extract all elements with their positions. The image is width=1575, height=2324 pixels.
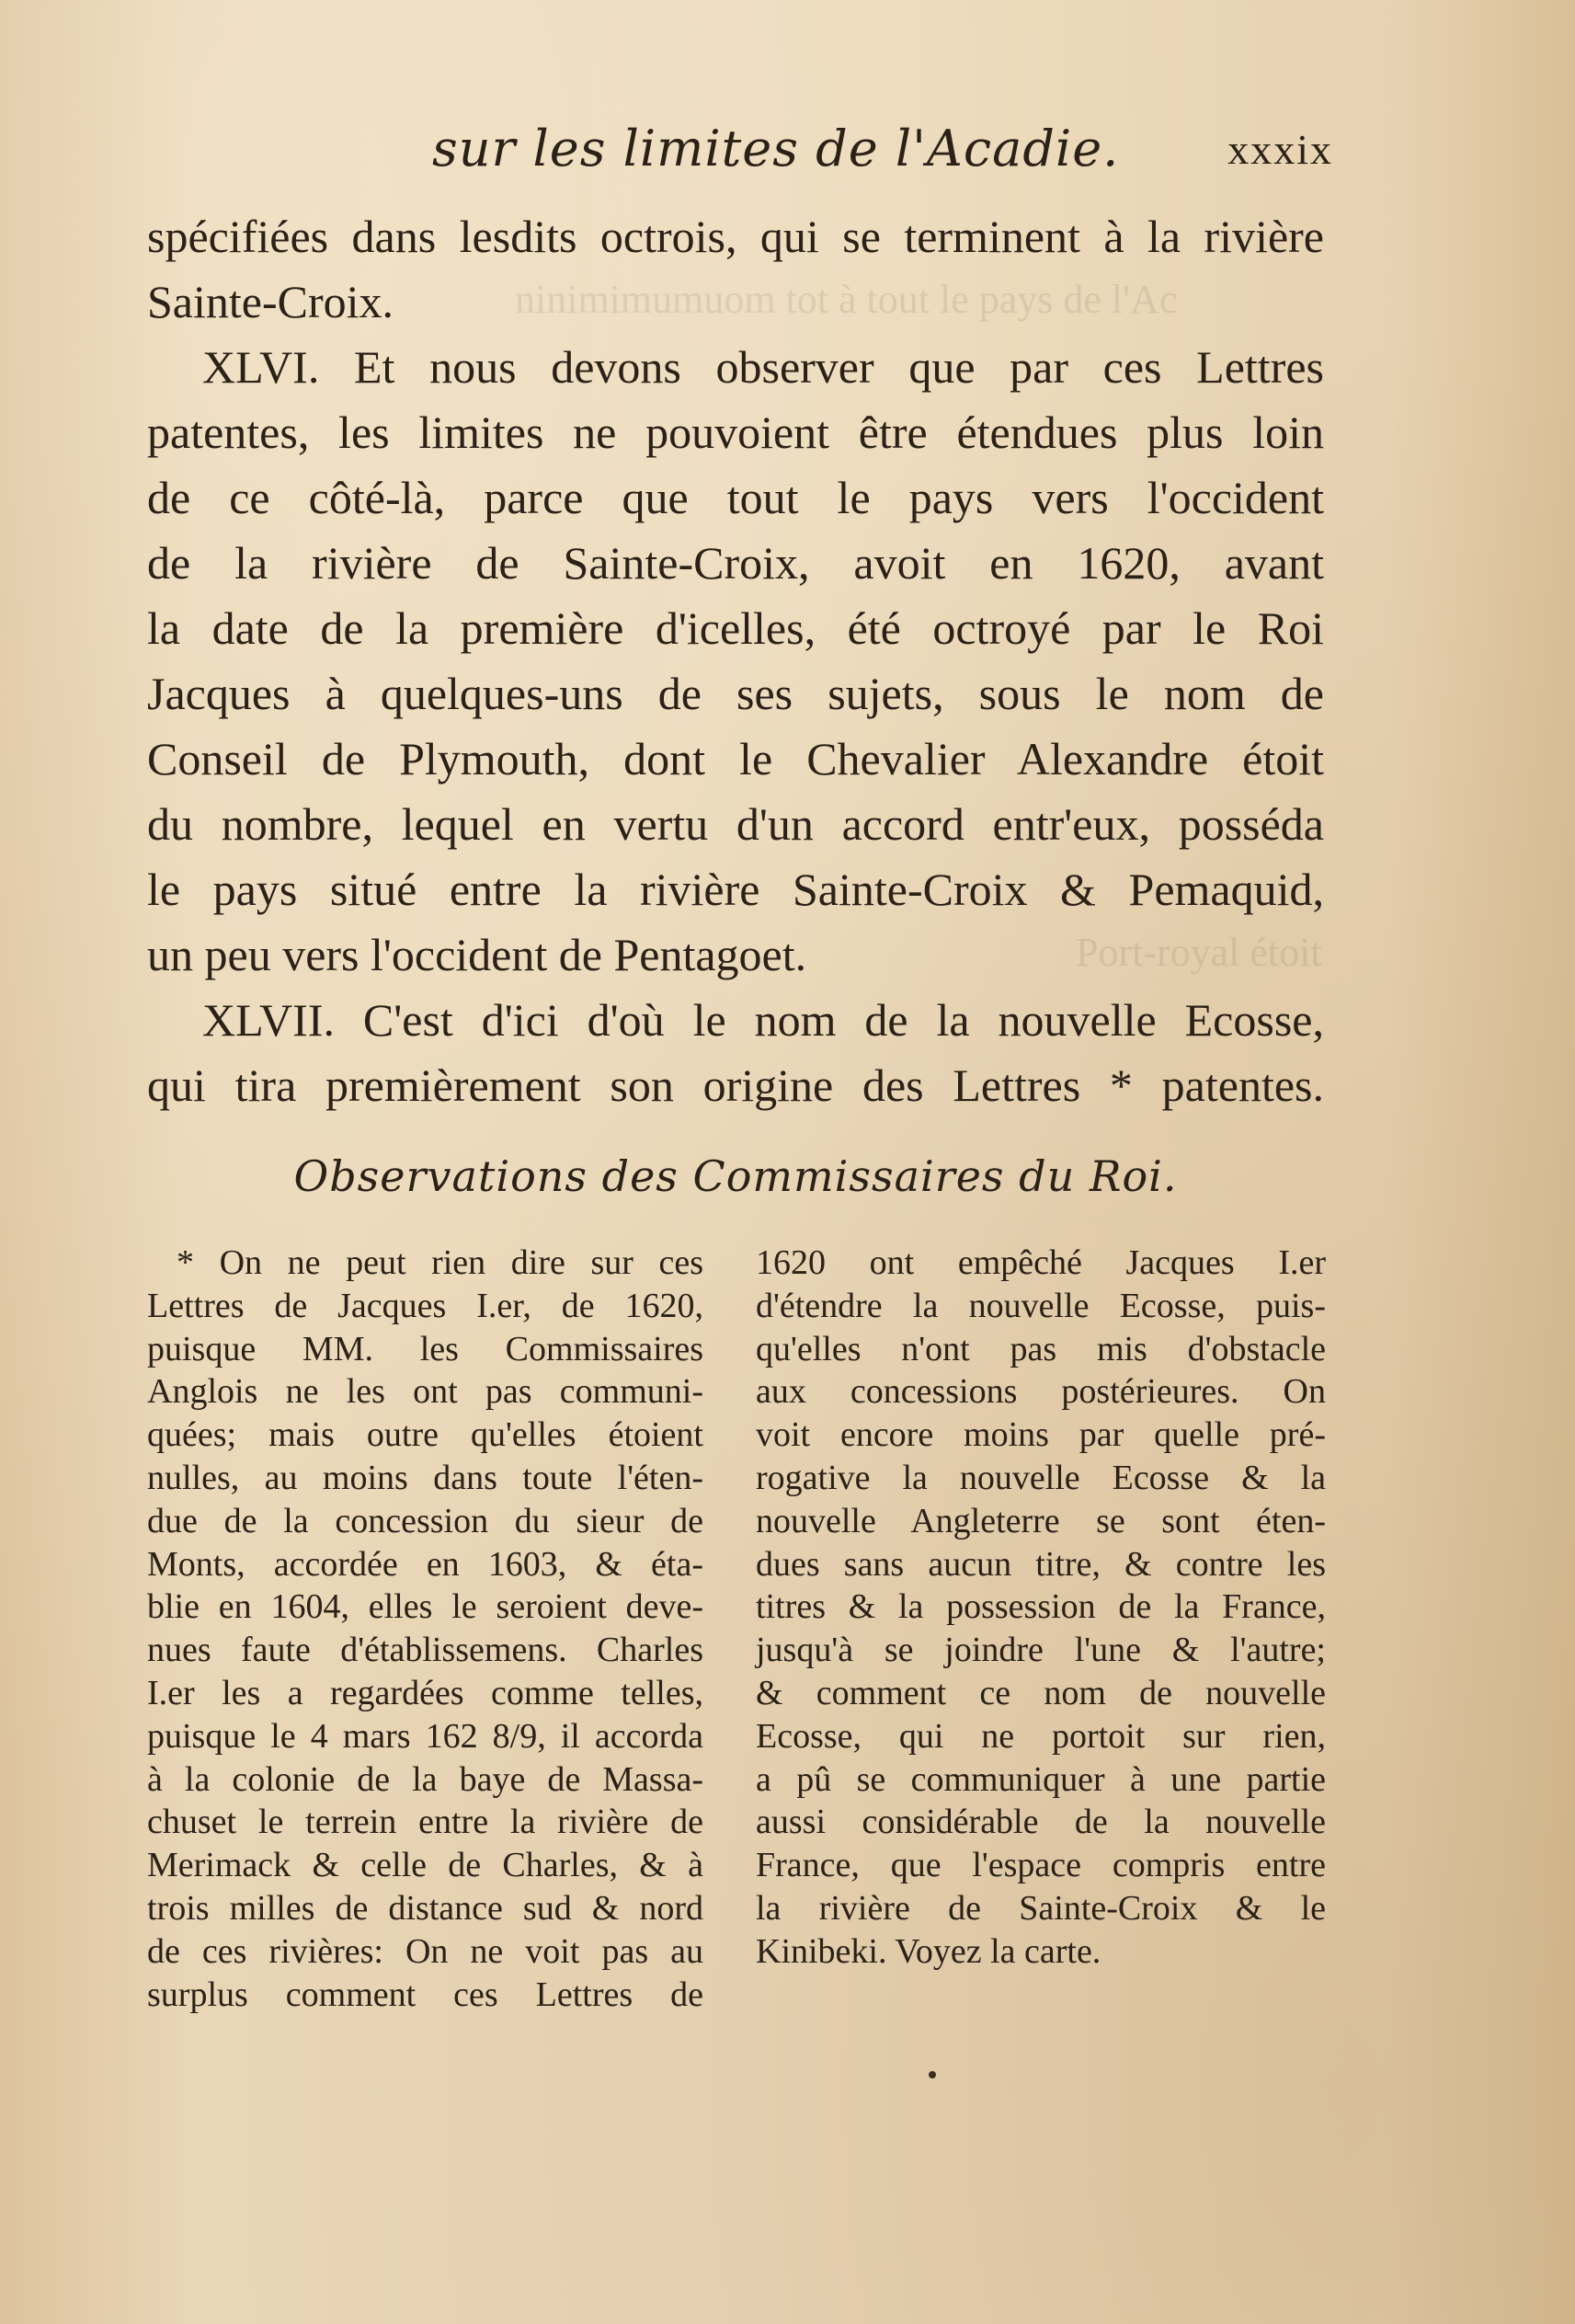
observations-left-column [147,1242,703,2016]
note-line: d'étendre la nouvelle Ecosse, puis- [756,1286,1326,1325]
note-line: trois milles de distance sud & nord [147,1888,703,1928]
note-line: nulles, au moins dans toute l'éten- [147,1458,703,1497]
note-line: nues faute d'établissemens. Charles [147,1631,703,1670]
note-line: aux concessions postérieures. On [756,1372,1326,1412]
show-through-text: Port-royal étoit [1076,930,1322,975]
text-line: spécifiées dans lesdits octrois, qui se terminent à la rivière [147,211,1324,262]
note-line: à la colonie de la baye de Massa- [147,1759,703,1799]
note-line: * On ne peut rien dire sur ces [177,1243,703,1282]
note-line: surplus comment ces Lettres de [147,1975,703,2014]
note-line: puisque MM. les Commissaires [147,1329,703,1368]
text-line: du nombre, lequel en vertu d'un accord entr'eux, posséda [147,798,1324,850]
text-line: de la rivière de Sainte-Croix, avoit en 1620, avant [147,537,1324,589]
note-line: France, que l'espace compris entre [756,1846,1326,1885]
note-line: dues sans aucun titre, & contre les [756,1544,1326,1584]
observations-right-column [756,1242,1326,1974]
note-line: blie en 1604, elles le seroient deve- [147,1587,703,1627]
note-line: due de la concession du sieur de [147,1501,703,1540]
note-line: chuset le terrein entre la rivière de [147,1803,703,1842]
note-line: Kinibeki. Voyez la carte. [756,1931,1101,1971]
text-line: Conseil de Plymouth, dont le Chevalier Alexandre étoit [147,733,1324,784]
observations-heading: Observations des Commissaires du Roi. [293,1151,1178,1201]
running-head [147,120,1333,193]
note-line: jusqu'à se joindre l'une & l'autre; [756,1631,1326,1670]
note-line: rogative la nouvelle Ecosse & la [756,1458,1326,1497]
text-line: le pays situé entre la rivière Sainte-Croix & Pemaquid, [147,864,1324,915]
text-line: patentes, les limites ne pouvoient être étendues plus loin [147,406,1324,458]
note-line: voit encore moins par quelle pré- [756,1415,1326,1455]
text-line: la date de la première d'icelles, été octroyé par le Roi [147,602,1324,654]
printer-mark-dot [929,2071,936,2078]
text-line: de ce côté-là, parce que tout le pays vers l'occident [147,472,1324,523]
paragraph-xlvi-start: XLVI. Et nous devons observer que par ces Lettres [202,341,1324,393]
text-line: un peu vers l'occident de Pentagoet. [147,929,807,980]
note-line: Ecosse, qui ne portoit sur rien, [756,1716,1326,1756]
note-line: Lettres de Jacques I.er, de 1620, [147,1286,703,1325]
text-line: Jacques à quelques-uns de ses sujets, sous le nom de [147,668,1324,719]
note-line: Monts, accordée en 1603, & éta- [147,1544,703,1584]
note-line: quées; mais outre qu'elles étoient [147,1415,703,1455]
note-line: Merimack & celle de Charles, & à [147,1846,703,1885]
text-line: qui tira premièrement son origine des Lettres * patentes. [147,1059,1324,1111]
note-line: la rivière de Sainte-Croix & le [756,1888,1326,1928]
show-through-text: ninimimumuom tot à tout le pays de l'Ac [515,277,1178,322]
note-line: a pû se communiquer à une partie [756,1759,1326,1799]
note-line: qu'elles n'ont pas mis d'obstacle [756,1329,1326,1368]
paragraph-xlvii-start: XLVII. C'est d'ici d'où le nom de la nouvelle Ecosse, [202,994,1324,1046]
note-line: aussi considérable de la nouvelle [756,1803,1326,1842]
note-line: de ces rivières: On ne voit pas au [147,1931,703,1971]
main-text [147,204,1324,1118]
note-line: I.er les a regardées comme telles, [147,1673,703,1712]
note-line: & comment ce nom de nouvelle [756,1673,1326,1712]
text-line: Sainte-Croix. [147,276,394,327]
note-line: nouvelle Angleterre se sont éten- [756,1501,1326,1540]
note-line: 1620 ont empêché Jacques I.er [756,1243,1326,1282]
note-line: titres & la possession de la France, [756,1587,1326,1627]
page-number: xxxix [1227,126,1333,173]
running-title: sur les limites de l'Acadie. [432,120,1120,177]
note-line: puisque le 4 mars 162 8/9, il accorda [147,1716,703,1756]
note-line: Anglois ne les ont pas communi- [147,1372,703,1412]
